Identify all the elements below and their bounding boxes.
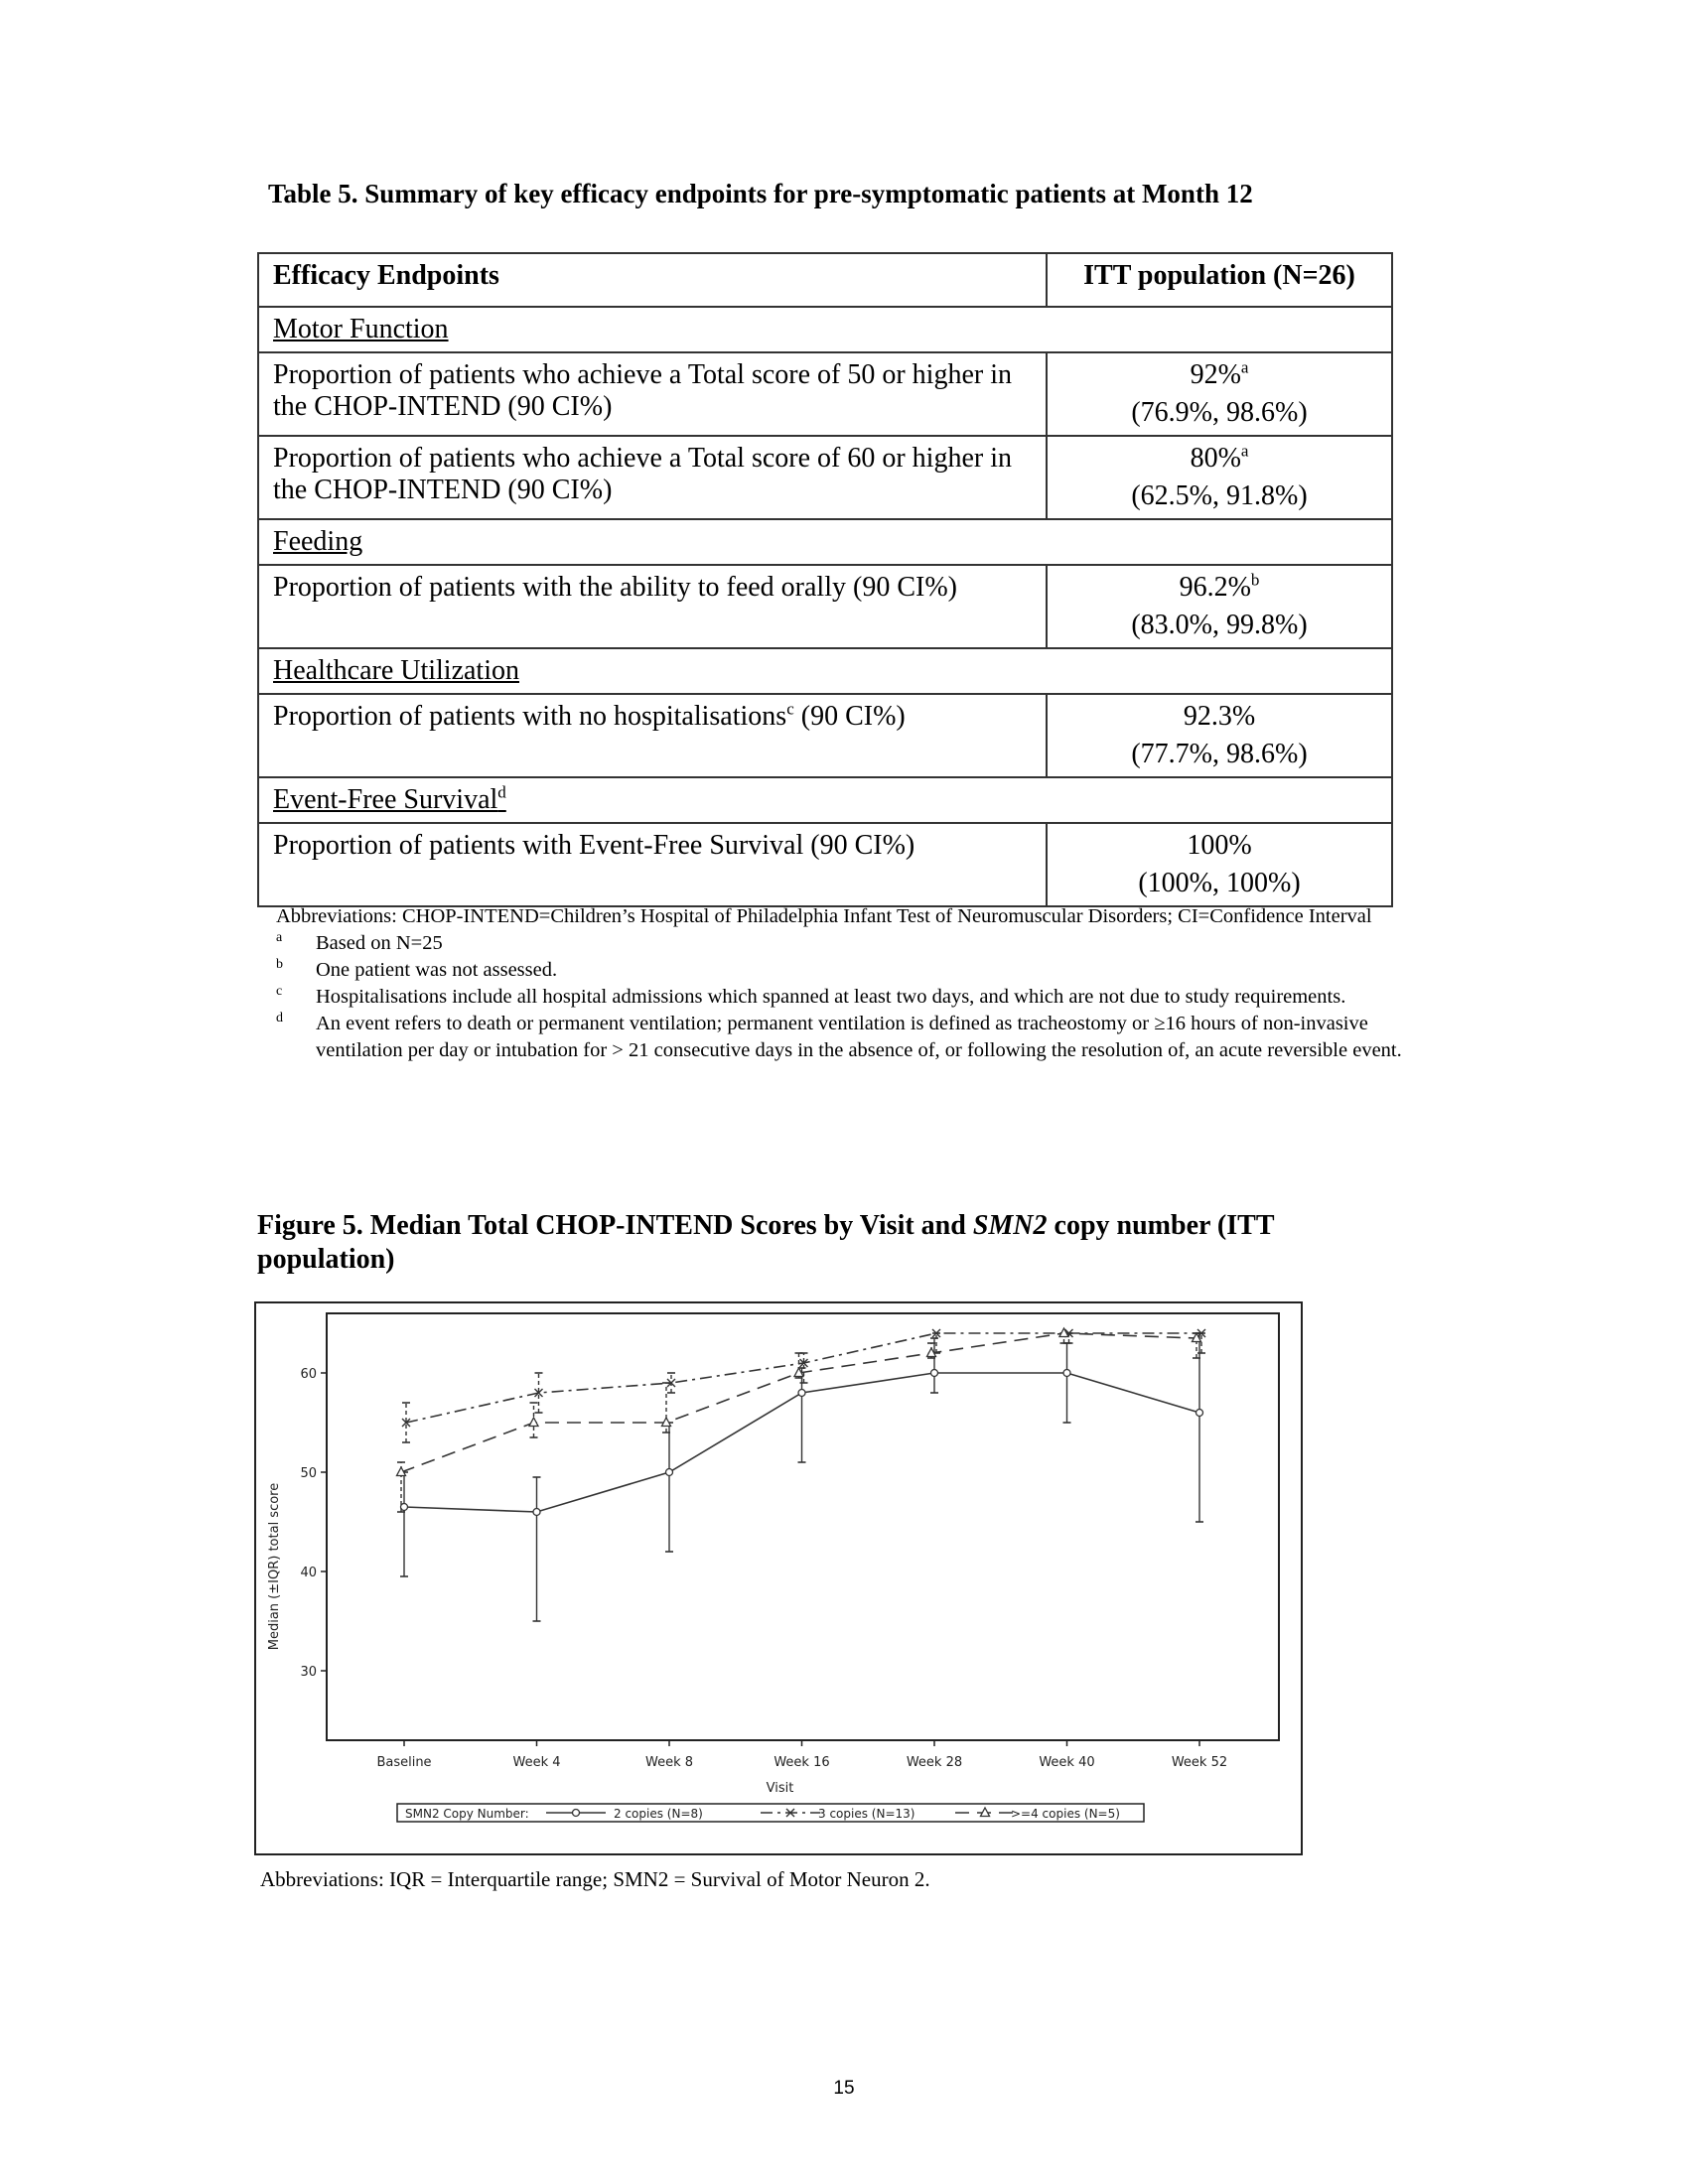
series-group — [402, 1329, 1205, 1442]
section-event-free-survival: Event-Free Survival$^d$ — [273, 782, 506, 815]
row-ci: (76.9%, 98.6%) — [1131, 397, 1308, 428]
figure-frame — [254, 1301, 1303, 1855]
section-row — [258, 648, 1392, 694]
section-feeding: Feeding — [273, 526, 363, 557]
data-point-marker — [1196, 1410, 1203, 1417]
legend-entry-label: 2 copies (N=8) — [614, 1807, 703, 1821]
table-row — [258, 565, 1392, 648]
section-row — [258, 519, 1392, 565]
x-tick-label: Week 8 — [644, 1755, 694, 1770]
row-value: 80%$^a$ (62.5%, 91.8%) — [1047, 436, 1392, 519]
y-tick-label: 40 — [300, 1566, 317, 1580]
figure-abbreviations: Abbreviations: IQR = Interquartile range; SMN2 = Survival of Motor Neuron 2. — [260, 1867, 930, 1891]
data-point-marker — [798, 1390, 805, 1397]
x-axis-label: Visit — [766, 1781, 794, 1796]
row-ci: (100%, 100%) — [1138, 868, 1301, 898]
row-label: Proportion of patients with the ability to feed orally (90 CI%) — [258, 565, 1047, 648]
footnote: c Hospitalisations include all hospital admissions which spanned at least two days, and which are not due to study requirements. — [276, 984, 1346, 1008]
row-ci: (77.7%, 98.6%) — [1131, 739, 1308, 769]
y-axis-label: Median (±IQR) total score — [267, 1482, 282, 1651]
chart-legend — [397, 1804, 1144, 1822]
y-tick-label: 30 — [300, 1665, 317, 1680]
legend-entry-label: 3 copies (N=13) — [818, 1807, 915, 1821]
row-label: Proportion of patients who achieve a Total score of 50 or higher in the CHOP-INTEND (90 CI%) — [258, 352, 1047, 436]
table-row — [258, 823, 1392, 906]
abbreviations-note: Abbreviations: CHOP-INTEND=Children’s Hospital of Philadelphia Infant Test of Neuromuscular Disorders; CI=Confidence Interval — [276, 905, 1372, 927]
x-tick-label: Week 16 — [774, 1755, 830, 1770]
table-notes — [276, 903, 1408, 1064]
row-label: Proportion of patients with no hospitalisations$^c$ (90 CI%) — [258, 694, 1047, 777]
table-title: Table 5. Summary of key efficacy endpoints for pre-symptomatic patients at Month 12 — [268, 179, 1253, 208]
row-value: 92%$^a$ (76.9%, 98.6%) — [1047, 352, 1392, 436]
data-point-marker — [573, 1810, 580, 1817]
row-ci: (83.0%, 99.8%) — [1131, 610, 1308, 640]
footnote: d An event refers to death or permanent ventilation; permanent ventilation is defined as tracheostomy or ≥16 hours of non-invasive ventilation per day or intubation for > 21 consecutive days in the absence of, or following the resolution of, an acute reversible event. — [276, 1011, 1402, 1061]
x-tick-label: Baseline — [376, 1755, 432, 1770]
data-point-marker — [533, 1509, 540, 1516]
x-tick-label: Week 52 — [1171, 1755, 1228, 1770]
legend-entry-label: >=4 copies (N=5) — [1011, 1807, 1120, 1821]
section-motor-function: Motor Function — [273, 314, 449, 344]
table-row — [258, 436, 1392, 519]
row-value: 100% (100%, 100%) — [1047, 823, 1392, 906]
x-tick-label: Week 40 — [1039, 1755, 1095, 1770]
row-ci: (62.5%, 91.8%) — [1131, 480, 1308, 511]
section-row — [258, 307, 1392, 352]
row-label: Proportion of patients who achieve a Total score of 60 or higher in the CHOP-INTEND (90 CI%) — [258, 436, 1047, 519]
efficacy-table — [257, 252, 1393, 907]
chart-plot — [256, 1303, 1301, 1853]
y-tick-label: 60 — [300, 1367, 317, 1382]
footnote: a Based on N=25 — [276, 930, 443, 954]
table-row — [258, 352, 1392, 436]
row-value: 92.3% (77.7%, 98.6%) — [1047, 694, 1392, 777]
footnote: b One patient was not assessed. — [276, 957, 558, 981]
x-tick-label: Week 4 — [512, 1755, 561, 1770]
table-row — [258, 694, 1392, 777]
row-value: 96.2%$^b$ (83.0%, 99.8%) — [1047, 565, 1392, 648]
table-header-row — [258, 253, 1392, 307]
data-point-marker — [931, 1370, 938, 1377]
page-number: 15 — [833, 2078, 855, 2099]
data-point-marker — [1063, 1370, 1070, 1377]
header-efficacy-endpoints: Efficacy Endpoints — [258, 253, 1047, 307]
y-tick-label: 50 — [300, 1466, 317, 1481]
section-row — [258, 777, 1392, 823]
section-healthcare-utilization: Healthcare Utilization — [273, 655, 519, 686]
header-itt-population: ITT population (N=26) — [1047, 253, 1392, 307]
x-tick-label: Week 28 — [906, 1755, 963, 1770]
series-group — [397, 1328, 1201, 1512]
row-label: Proportion of patients with Event-Free Survival (90 CI%) — [258, 823, 1047, 906]
data-point-marker — [666, 1469, 673, 1476]
figure-title: Figure 5. Median Total CHOP-INTEND Scores by Visit and SMN2 copy number (ITT population) — [257, 1210, 1274, 1275]
legend-title: SMN2 Copy Number: — [405, 1807, 529, 1821]
